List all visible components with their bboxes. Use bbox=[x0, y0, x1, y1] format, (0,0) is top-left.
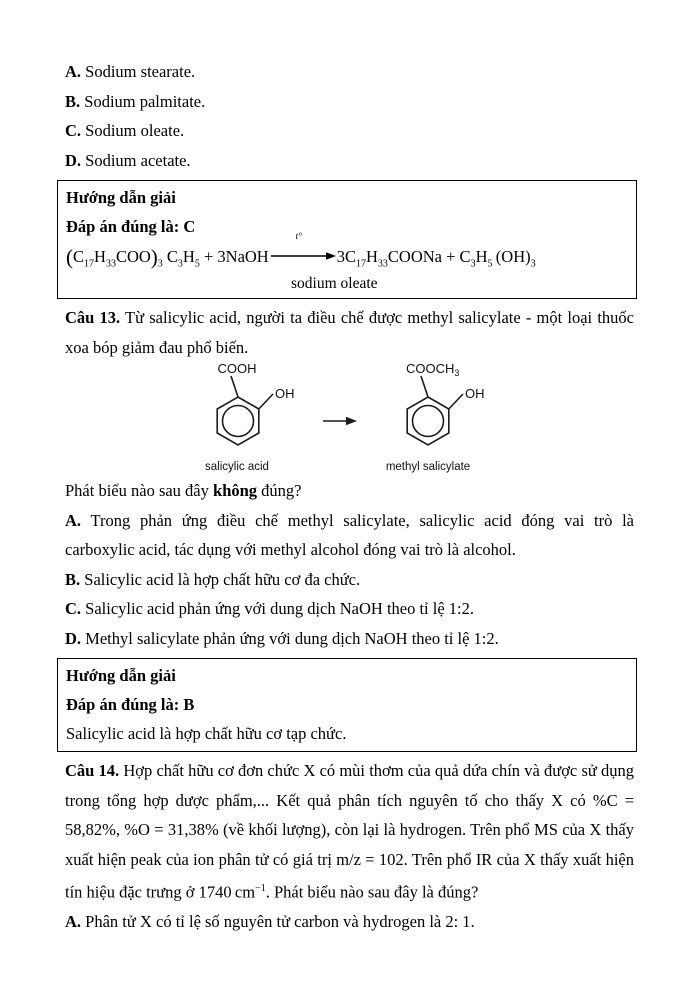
option-letter: D. bbox=[65, 150, 82, 170]
salicylic-acid-caption: salicylic acid bbox=[205, 461, 269, 473]
stem-text: Phát biểu nào sau đây bbox=[65, 481, 214, 500]
q12-option-c bbox=[57, 116, 637, 146]
cooch3-label: $COOCH_3$ bbox=[406, 363, 460, 378]
methyl-salicylate-structure bbox=[386, 363, 485, 473]
question-number: Câu 14. bbox=[65, 761, 120, 780]
option-letter: B. bbox=[65, 569, 81, 589]
option-letter: C. bbox=[65, 121, 82, 140]
q13-option-a bbox=[57, 506, 637, 565]
q13-option-c bbox=[57, 594, 637, 624]
option-letter: A. bbox=[65, 912, 82, 931]
reaction-arrow bbox=[323, 417, 357, 425]
option-text: Salicylic acid là hợp chất hữu cơ đa chức. bbox=[80, 569, 361, 589]
question-14-text bbox=[57, 756, 637, 907]
q12-option-a bbox=[57, 57, 637, 87]
stem-bold: không bbox=[213, 481, 258, 500]
option-letter: B. bbox=[65, 91, 81, 111]
q14-options bbox=[57, 907, 637, 937]
reaction-scheme-figure bbox=[180, 363, 580, 476]
cooh-label: COOH bbox=[217, 363, 257, 376]
solution-explanation: Salicylic acid là hợp chất hữu cơ tạp chức. bbox=[66, 724, 347, 743]
question-intro: Từ salicylic acid, người ta điều chế được methyl salicylate - một loại thuốc xoa bóp giảm đau phổ biến. bbox=[65, 308, 634, 357]
q13-options bbox=[57, 506, 637, 654]
option-letter: D. bbox=[65, 628, 82, 648]
q14-option-a bbox=[57, 907, 637, 937]
question-13-text bbox=[57, 303, 637, 362]
option-letter: C. bbox=[65, 599, 82, 618]
wavenumber-value: 1740 cm bbox=[198, 882, 256, 902]
product-label: sodium oleate bbox=[291, 275, 378, 292]
chemical-equation: $(C_{17}H_{33}COO)_3$ $C_3H_5$ + 3NaOH t° $3C_{17}H_{33}COONa + C_3H_5$ $(OH)_3$ bbox=[66, 241, 628, 272]
methyl-salicylate-caption: methyl salicylate bbox=[385, 461, 471, 473]
option-text: Sodium acetate. bbox=[81, 150, 191, 170]
q13-stem bbox=[57, 476, 637, 506]
option-text: Sodium stearate. bbox=[81, 62, 196, 81]
option-text: Salicylic acid phản ứng với dung dịch NaOH theo tỉ lệ 1:2. bbox=[81, 599, 475, 618]
q13-option-b bbox=[57, 565, 637, 595]
solution-answer: Đáp án đúng là: C bbox=[66, 217, 196, 236]
equation-arrow: t° bbox=[270, 241, 336, 272]
salicylic-acid-structure bbox=[205, 363, 294, 473]
oh-label: OH bbox=[275, 386, 295, 401]
option-text: Sodium palmitate. bbox=[80, 91, 206, 111]
solution-answer: Đáp án đúng là: B bbox=[66, 695, 195, 714]
q12-option-d bbox=[57, 146, 637, 176]
q13-option-d bbox=[57, 624, 637, 654]
option-text: Sodium oleate. bbox=[81, 121, 185, 140]
option-letter: A. bbox=[65, 510, 82, 530]
q12-option-b bbox=[57, 87, 637, 117]
option-text: Methyl salicylate phản ứng với dung dịch NaOH theo tỉ lệ 1:2. bbox=[81, 628, 499, 648]
option-letter: A. bbox=[65, 62, 82, 81]
question-body: Hợp chất hữu cơ đơn chức X có mùi thơm của quả dứa chín và được sử dụng trong tổng hợp dược phẩm,... Kết quả phân tích nguyên tố cho thấy X có %C = 58,82%, %O = 31,38% (về khối lượng), còn lại là hydrogen. Trên phổ MS của X thấy xuất hiện peak của ion phân tử có giá trị m/z = 102. Trên phổ IR của X thấy xuất hiện tín hiệu đặc trưng ở bbox=[65, 761, 634, 902]
q12-options bbox=[57, 57, 637, 175]
option-text: Phân tử X có tỉ lệ số nguyên tử carbon và hydrogen là 2: 1. bbox=[81, 912, 475, 931]
question-body: . Phát biểu nào sau đây là đúng? bbox=[265, 882, 479, 902]
solution-box-q13 bbox=[57, 658, 637, 752]
oh-label: OH bbox=[465, 386, 485, 401]
solution-heading: Hướng dẫn giải bbox=[66, 666, 176, 685]
solution-box-q12 bbox=[57, 180, 637, 299]
stem-text: đúng? bbox=[257, 481, 302, 500]
option-text: Trong phản ứng điều chế methyl salicylate, salicylic acid đóng vai trò là carboxylic acid, tác dụng với methyl alcohol đóng vai trò là alcohol. bbox=[65, 510, 634, 559]
wavenumber-exponent: −1 bbox=[255, 883, 266, 894]
solution-heading: Hướng dẫn giải bbox=[66, 188, 176, 207]
question-number: Câu 13. bbox=[65, 308, 121, 327]
